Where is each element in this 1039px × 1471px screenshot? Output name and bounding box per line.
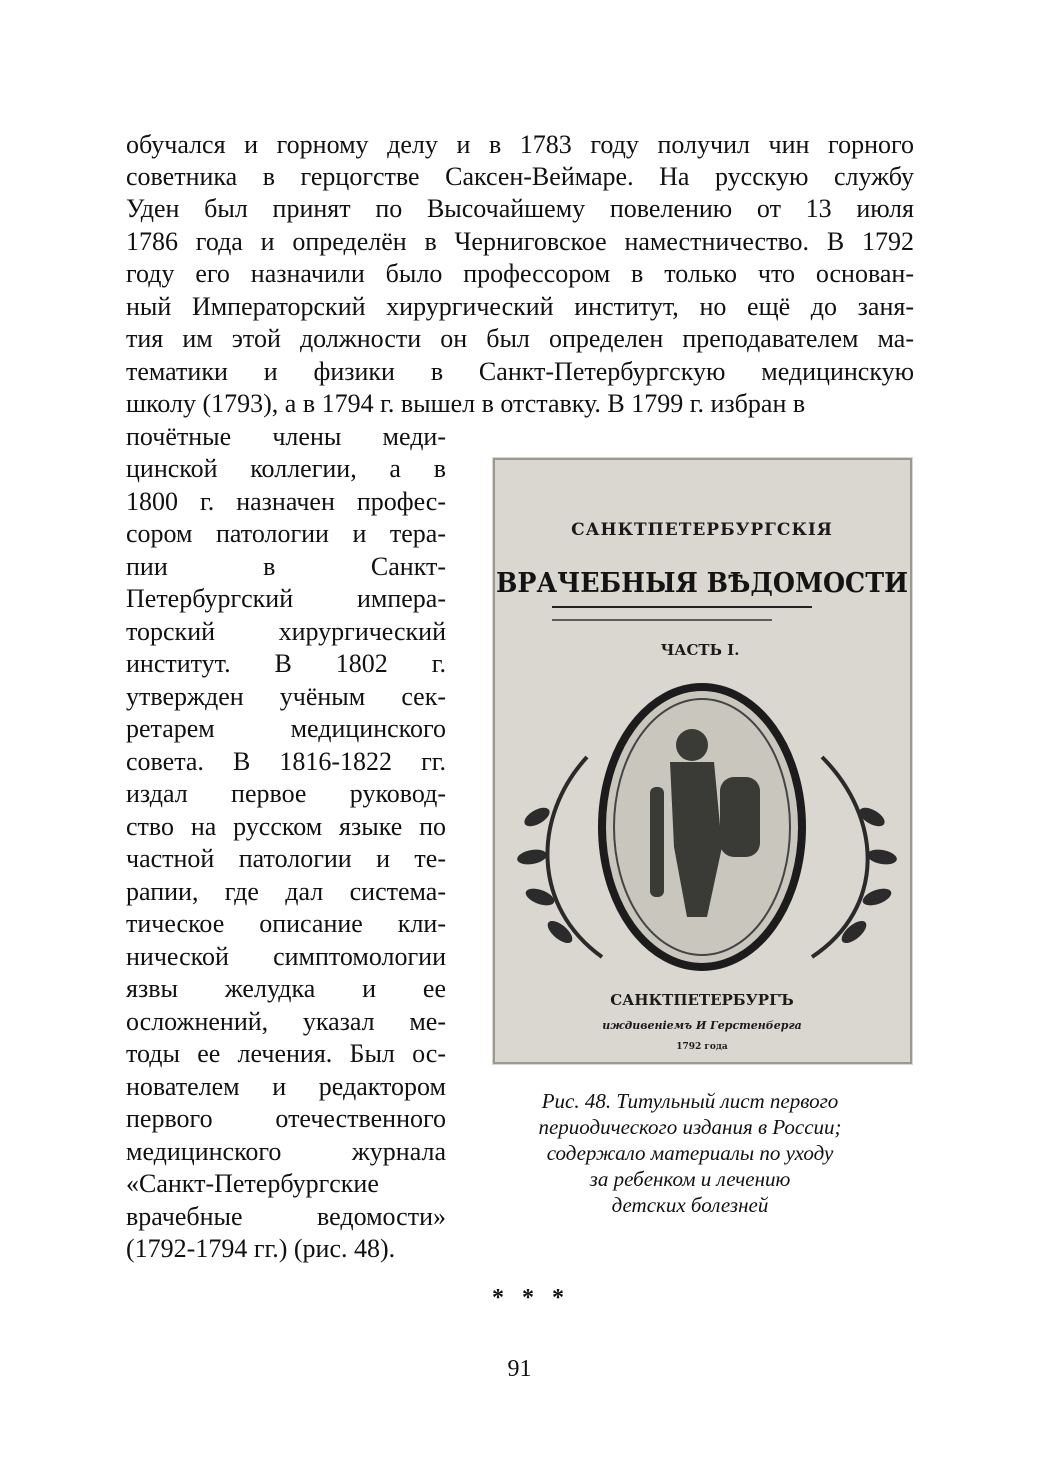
column-line: 1800 г. назначен профес- <box>126 487 446 516</box>
column-line: язвы желудка и ее <box>126 974 446 1003</box>
column-line: медицинского журнала <box>126 1137 446 1166</box>
column-line: «Санкт-Петербургские <box>126 1169 379 1198</box>
figure-title-top: САНКТПЕТЕРБУРГСКІЯ <box>571 520 833 540</box>
figure-year: 1792 года <box>676 1042 728 1052</box>
figure-city: САНКТПЕТЕРБУРГЪ <box>610 991 794 1009</box>
caption-line: за ребенком и лечению <box>589 1167 791 1191</box>
column-line: ретарем медицинского <box>126 714 446 743</box>
column-line: первого отечественного <box>126 1104 446 1133</box>
column-line: рапии, где дал система- <box>126 877 446 906</box>
column-line: нической симптомологии <box>126 942 446 971</box>
column-line: осложнений, указал ме- <box>126 1007 446 1036</box>
body-line: тематики и физики в Санкт-Петербургскую медицинскую <box>126 357 914 386</box>
column-line: Петербургский импера- <box>126 584 446 613</box>
column-line: частной патологии и те- <box>126 844 446 873</box>
page-number: 91 <box>507 1356 532 1382</box>
figure-part: ЧАСТЬ I. <box>660 641 740 659</box>
body-line: советника в герцогстве Саксен-Веймаре. На русскую службу <box>126 162 914 191</box>
column-line: (1792-1794 гг.) (рис. 48). <box>126 1234 396 1263</box>
column-line: тическое описание кли- <box>126 909 446 938</box>
column-line: совета. В 1816-1822 гг. <box>126 747 446 776</box>
column-line: врачебные ведомости» <box>126 1202 446 1231</box>
body-line: 1786 года и определён в Черниговское наместничество. В 1792 <box>126 227 914 256</box>
body-line: году его назначили было профессором в только что основан- <box>126 259 914 288</box>
column-line: ство на русском языке по <box>126 812 446 841</box>
column-line: торский хирургический <box>126 617 446 646</box>
column-line: почётные члены меди- <box>126 422 446 451</box>
body-line: тия им этой должности он был определен преподавателем ма- <box>126 324 914 353</box>
column-line: издал первое руковод- <box>126 779 446 808</box>
body-line: школу (1793), а в 1794 г. вышел в отставку. В 1799 г. избран в <box>126 389 806 418</box>
figure-publisher: иждивенiемъ И Герстенберга <box>602 1019 802 1032</box>
column-line: нователем и редактором <box>126 1072 446 1101</box>
figure-title-main: ВРАЧЕБНЫЯ ВѢДОМОСТИ <box>496 568 908 599</box>
caption-line: детских болезней <box>611 1193 769 1217</box>
caption-line: периодического издания в России; <box>538 1115 842 1139</box>
title-page-figure <box>492 457 913 1065</box>
column-line: цинской коллегии, а в <box>126 454 446 483</box>
column-line: тоды ее лечения. Был ос- <box>126 1039 446 1068</box>
body-line: Уден был принят по Высочайшему повелению от 13 июля <box>126 194 914 223</box>
column-line: пии в Санкт- <box>126 552 446 581</box>
caption-line: содержало материалы по уходу <box>546 1141 834 1165</box>
column-line: утвержден учёным сек- <box>126 682 446 711</box>
caption-line: Рис. 48. Титульный лист первого <box>541 1089 839 1113</box>
column-line: институт. В 1802 г. <box>126 649 446 678</box>
body-line: обучался и горному делу и в 1783 году получил чин горного <box>126 130 914 159</box>
body-line: ный Императорский хирургический институт, но ещё до заня- <box>126 292 914 321</box>
section-separator: * * * <box>492 1285 570 1311</box>
figure-caption <box>470 1088 910 1218</box>
column-line: сором патологии и тера- <box>126 519 446 548</box>
